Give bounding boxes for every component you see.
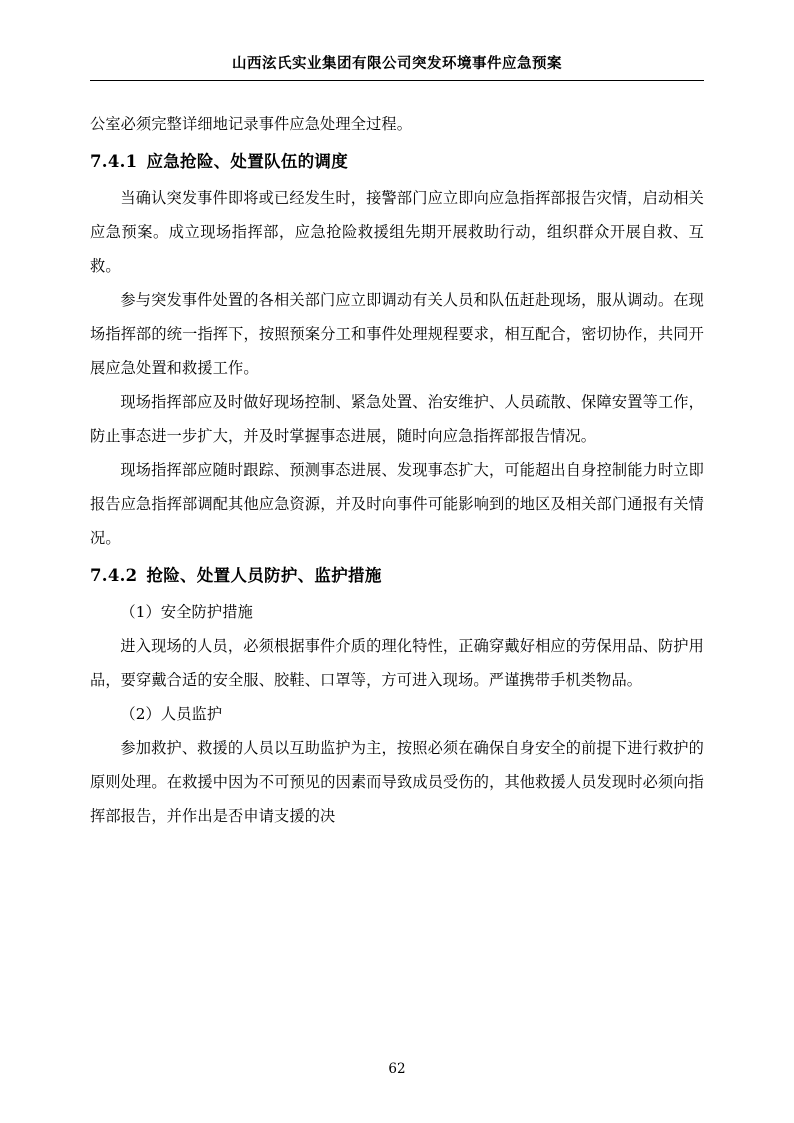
paragraph: 现场指挥部应随时跟踪、预测事态进展、发现事态扩大，可能超出自身控制能力时立即报告应急指挥部调配其他应急资源，并及时向事件可能影响到的地区及相关部门通报有关情况。 xyxy=(90,461,704,547)
section-heading-7-4-2 xyxy=(90,559,704,593)
paragraph: 当确认突发事件即将或已经发生时，接警部门应立即向应急指挥部报告灾情，启动相关应急预案。成立现场指挥部，应急抢险救援组先期开展救助行动，组织群众开展自救、互救。 xyxy=(90,189,704,275)
list-item: （2）人员监护 xyxy=(120,705,223,723)
paragraph-continued: 公室必须完整详细地记录事件应急处理全过程。 xyxy=(90,115,413,133)
document-body xyxy=(90,107,704,833)
section-number: 7.4.1 xyxy=(90,152,138,171)
section-heading-7-4-1 xyxy=(90,145,704,179)
paragraph: 参与突发事件处置的各相关部门应立即调动有关人员和队伍赶赴现场，服从调动。在现场指挥部的统一指挥下，按照预案分工和事件处理规程要求，相互配合，密切协作，共同开展应急处置和救援工作。 xyxy=(90,291,704,377)
header-divider xyxy=(90,80,704,81)
list-item: （1）安全防护措施 xyxy=(120,603,253,621)
page-header-title: 山西泫氏实业集团有限公司突发环境事件应急预案 xyxy=(232,55,562,72)
section-number: 7.4.2 xyxy=(90,566,138,585)
paragraph: 参加救护、救援的人员以互助监护为主，按照必须在确保自身安全的前提下进行救护的原则处理。在救援中因为不可预见的因素而导致成员受伤的，其他救援人员发现时必须向指挥部报告，并作出是否申请支援的决 xyxy=(90,739,704,825)
paragraph: 进入现场的人员，必须根据事件介质的理化特性，正确穿戴好相应的劳保用品、防护用品，要穿戴合适的安全服、胶鞋、口罩等，方可进入现场。严谨携带手机类物品。 xyxy=(90,637,704,689)
page-number: 62 xyxy=(388,1061,406,1077)
section-title: 抢险、处置人员防护、监护措施 xyxy=(146,566,382,585)
paragraph: 现场指挥部应及时做好现场控制、紧急处置、治安维护、人员疏散、保障安置等工作，防止事态进一步扩大，并及时掌握事态进展，随时向应急指挥部报告情况。 xyxy=(90,393,704,445)
section-title: 应急抢险、处置队伍的调度 xyxy=(146,152,349,171)
